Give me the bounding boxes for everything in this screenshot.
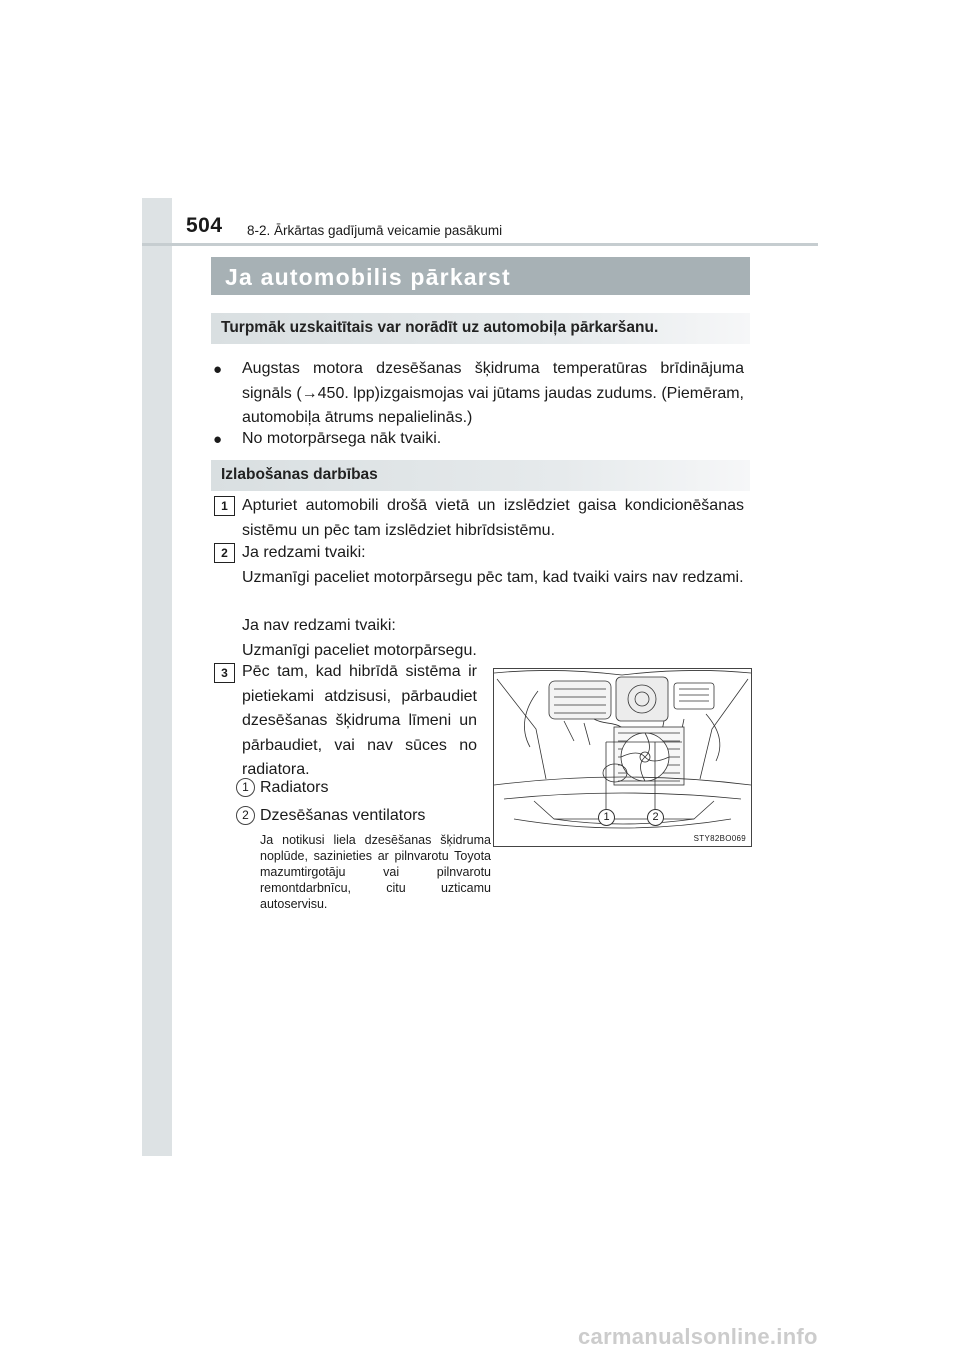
engine-illustration (493, 668, 752, 847)
callout-2: 2 (647, 809, 664, 826)
step-2-text-alt: Ja nav redzami tvaiki: Uzmanīgi paceliet motorpārsegu. (242, 617, 477, 659)
legend-number-2: 2 (236, 806, 255, 825)
engine-drawing (494, 669, 751, 846)
actions-heading-bar (211, 460, 750, 491)
step-1-text: Apturiet automobili drošā vietā un izslēdziet gaisa kondicionēšanas sistēmu un pēc tam izslēdziet hibrīdsistēmu. (242, 497, 744, 539)
legend-label-2: Dzesēšanas ventilators (260, 807, 426, 824)
watermark: carmanualsonline.info (578, 1324, 818, 1349)
actions-heading: Izlabošanas darbības (221, 466, 378, 483)
illustration-code: STY82BO069 (693, 834, 746, 843)
bullet-icon: ● (213, 431, 223, 448)
intro-heading: Turpmāk uzskaitītais var norādīt uz automobiļa pārkaršanu. (221, 319, 659, 336)
symptom-2: No motorpārsega nāk tvaiki. (242, 430, 442, 447)
step-3-text: Pēc tam, kad hibrīdā sistēma ir pietiekami atdzisusi, pārbaudiet dzesēšanas šķidruma līmeni un pārbaudiet, vai nav sūces no radiatora. (242, 663, 477, 778)
intro-heading-bar (211, 313, 750, 344)
callout-1: 1 (598, 809, 615, 826)
step-number-2: 2 (214, 543, 235, 563)
page-title: Ja automobilis pārkarst (225, 264, 511, 290)
side-strip (142, 198, 172, 1156)
note-text: Ja notikusi liela dzesēšanas šķidruma noplūde, sazinieties ar pilnvarotu Toyota mazumtirgotāju vai pilnvarotu remontdarbnīcu, citu uzticamu autoservisu. (260, 833, 491, 911)
step-2-text: Ja redzami tvaiki: Uzmanīgi paceliet motorpārsegu pēc tam, kad tvaiki vairs nav redzami. (242, 544, 744, 586)
header-rule (142, 243, 818, 246)
page-number: 504 (186, 214, 223, 237)
step-number-1: 1 (214, 496, 235, 516)
bullet-icon: ● (213, 361, 223, 378)
legend-label-1: Radiators (260, 779, 329, 796)
title-bar (211, 257, 750, 295)
legend-number-1: 1 (236, 778, 255, 797)
symptom-1: Augstas motora dzesēšanas šķidruma temperatūras brīdinājuma signāls (→450. lpp)izgaismojas vai jūtams jaudas zudums. (Piemēram, automobiļa ātrums nepalielinās.) (242, 360, 744, 426)
section-header: 8-2. Ārkārtas gadījumā veicamie pasākumi (247, 223, 503, 238)
step-number-3: 3 (214, 663, 235, 683)
